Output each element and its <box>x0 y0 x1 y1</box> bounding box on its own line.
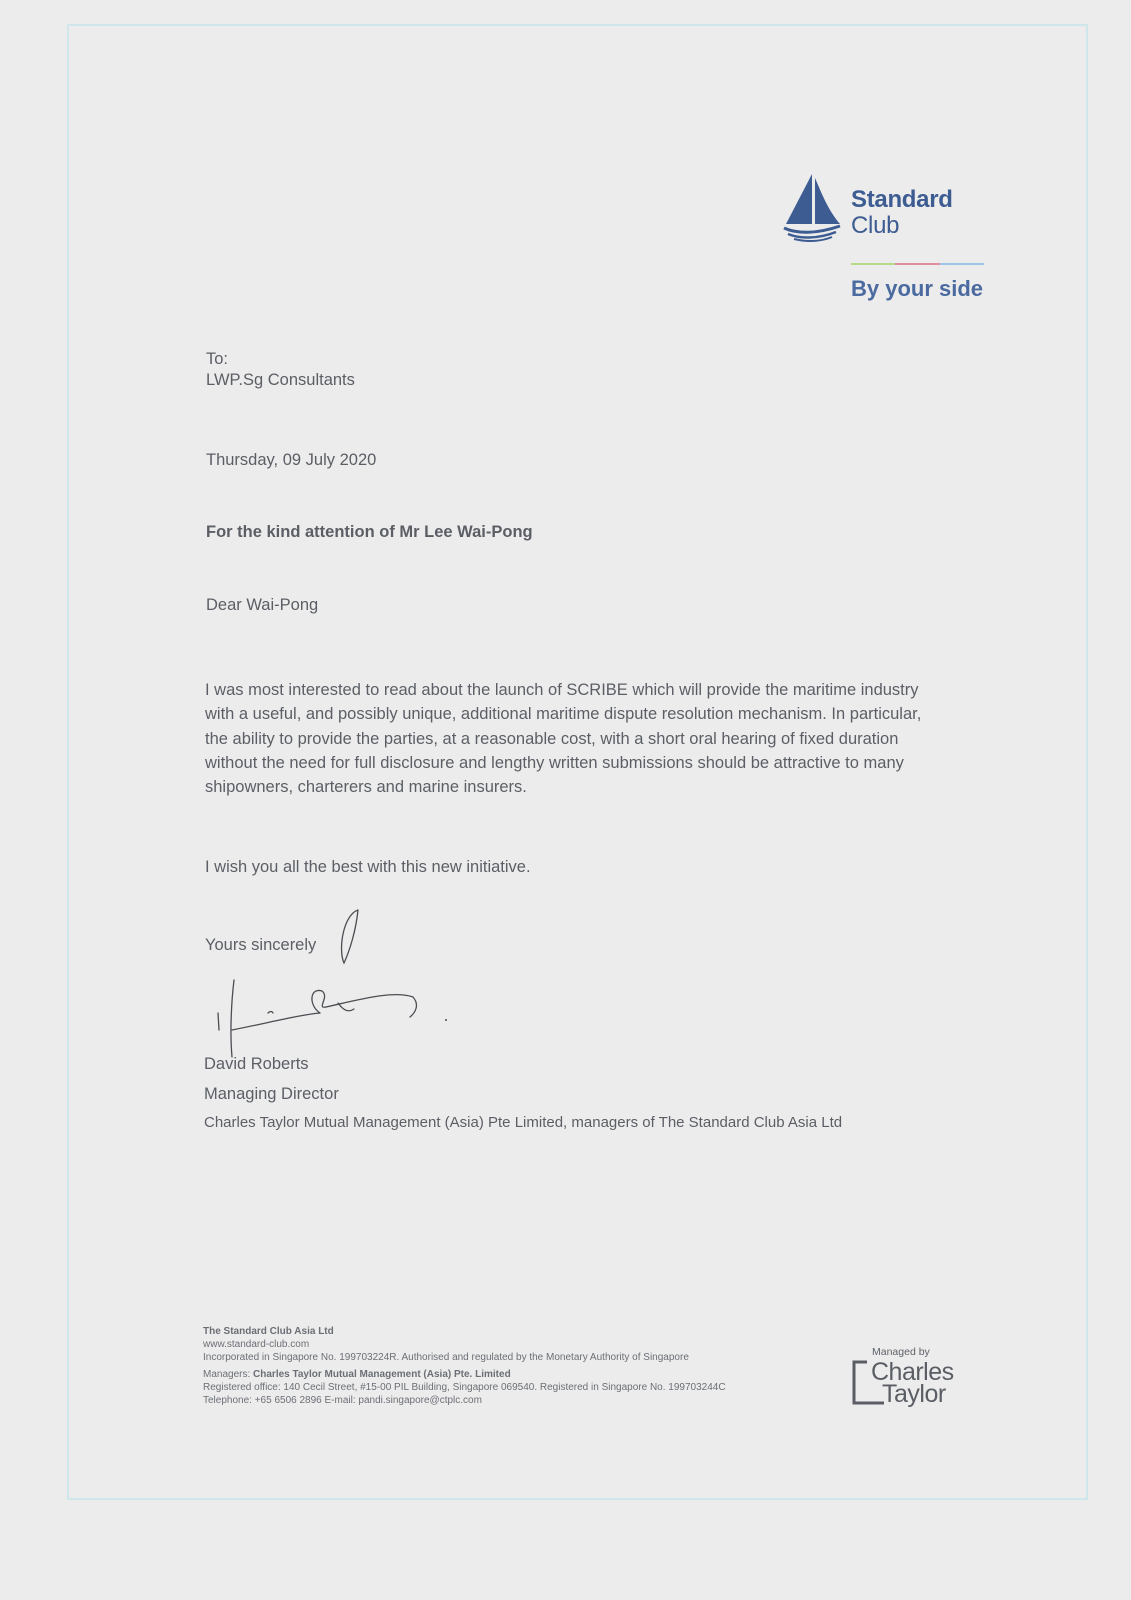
managed-by-label: Managed by <box>872 1346 930 1358</box>
attention-line: For the kind attention of Mr Lee Wai-Pong <box>206 523 533 541</box>
to-label: To: <box>206 350 229 368</box>
salutation: Dear Wai-Pong <box>206 596 319 614</box>
footer-company: The Standard Club Asia Ltd <box>203 1326 334 1337</box>
footer-managers-label: Managers: <box>203 1369 254 1380</box>
letter-date: Thursday, 09 July 2020 <box>206 451 377 469</box>
body-paragraph: I was most interested to read about the launch of SCRIBE which will provide the maritime industry with a useful, and possibly unique, additional maritime dispute resolution mechanism. In particular, the ability to provide the parties, at a reasonable cost, with a short oral hearing of fixed duration without the need for full disclosure and lengthy written submissions should be attractive to many shipowners, charterers and marine insurers. <box>205 681 922 797</box>
logo-word-club: Club <box>851 212 900 239</box>
footer-managers-name: Charles Taylor Mutual Management (Asia) Pte. Limited <box>253 1369 511 1380</box>
logo-word-standard: Standard <box>851 186 953 213</box>
recipient: LWP.Sg Consultants <box>206 371 355 389</box>
tagline-rule <box>851 263 984 265</box>
signatory-name: David Roberts <box>204 1055 309 1073</box>
signatory-company: Charles Taylor Mutual Management (Asia) Pte Limited, managers of The Standard Club Asia Ltd <box>204 1114 843 1131</box>
footer-contact: Telephone: +65 6506 2896 E-mail: pandi.singapore@ctplc.com <box>203 1395 482 1406</box>
charles-taylor-word-2: Taylor <box>882 1380 946 1408</box>
footer <box>203 1325 726 1407</box>
footer-registered-office: Registered office: 140 Cecil Street, #15-00 PIL Building, Singapore 069540. Registered in Singapore No. 199703244C <box>203 1382 726 1393</box>
sailboat-icon <box>782 172 842 242</box>
closing-wish: I wish you all the best with this new initiative. <box>205 858 531 876</box>
footer-incorporation: Incorporated in Singapore No. 199703224R. Authorised and regulated by the Monetary Authority of Singapore <box>203 1352 689 1363</box>
tagline: By your side <box>851 276 984 301</box>
footer-managers-line <box>203 1368 726 1381</box>
handwritten-signature <box>208 905 458 1065</box>
footer-website: www.standard-club.com <box>203 1339 310 1350</box>
signatory-title: Managing Director <box>204 1085 339 1103</box>
charles-taylor-word-1: Charles <box>871 1358 954 1386</box>
valediction: Yours sincerely <box>205 936 317 954</box>
